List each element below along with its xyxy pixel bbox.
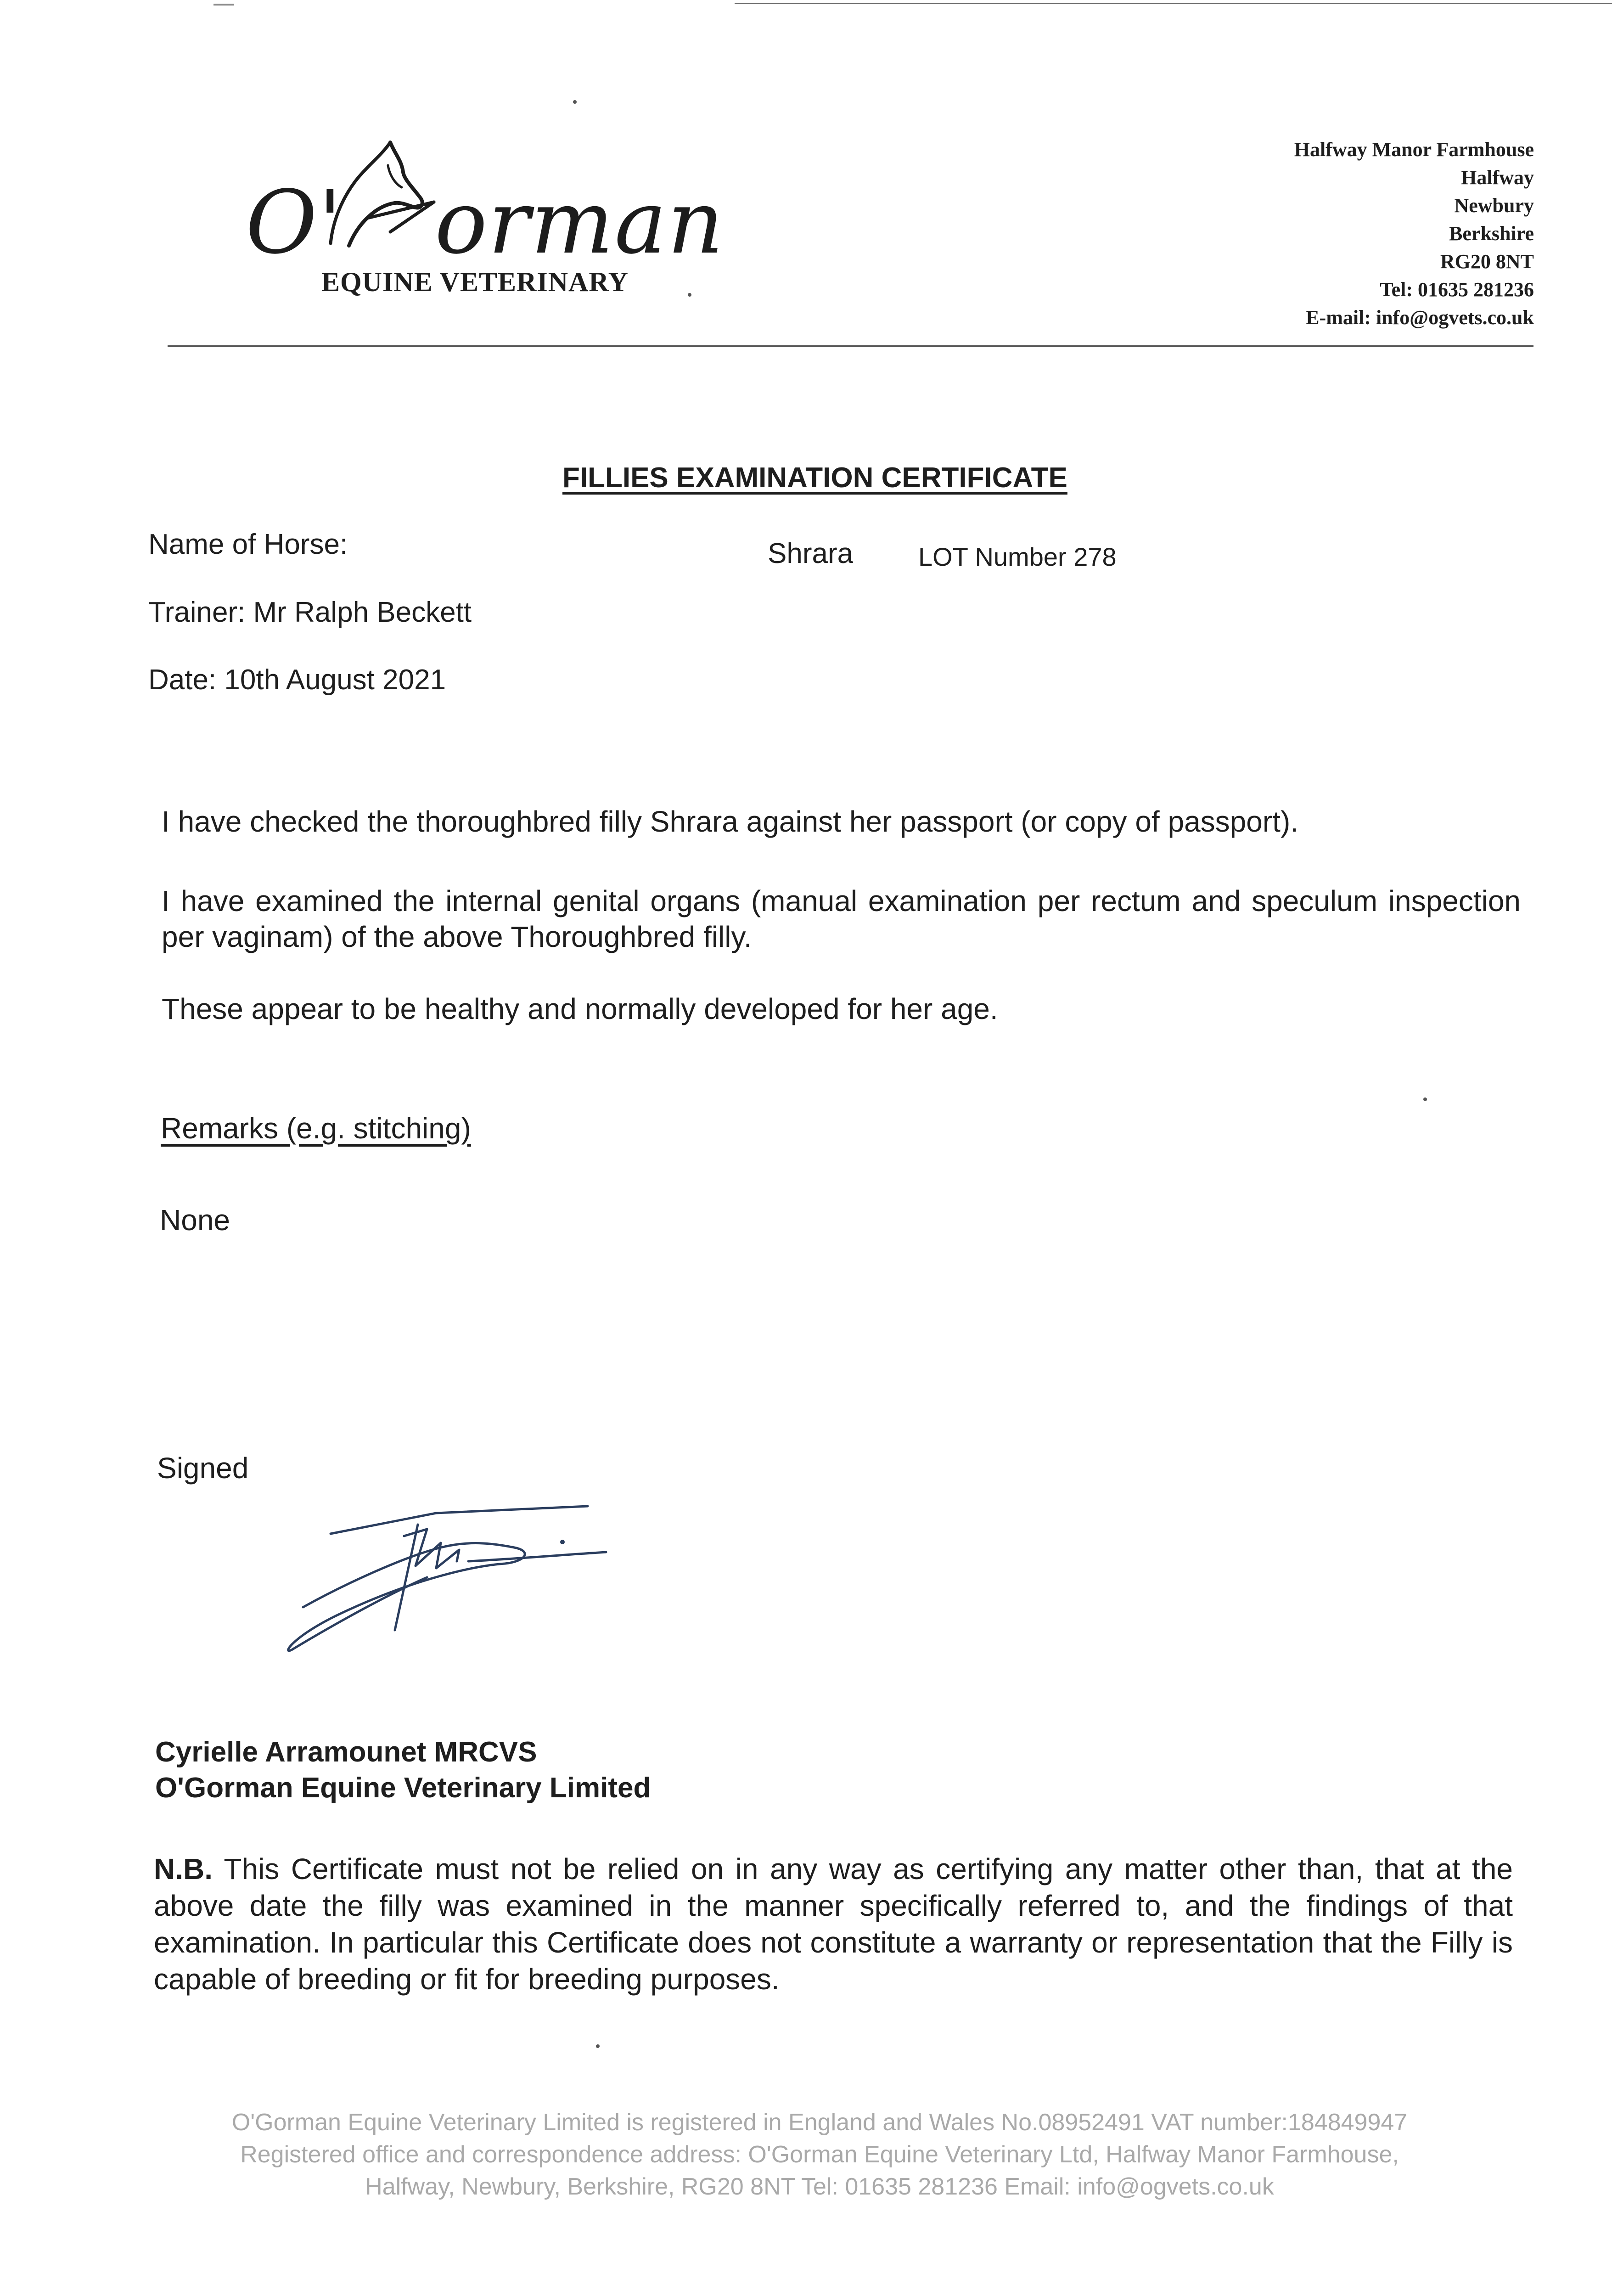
footer-contact: Halfway, Newbury, Berkshire, RG20 8NT Tel: 01635 281236 Email: info@ogvets.co.uk bbox=[365, 2173, 1274, 2200]
signed-label: Signed bbox=[157, 1452, 249, 1485]
address-line: Newbury bbox=[1454, 194, 1534, 217]
header-divider bbox=[168, 345, 1533, 347]
scan-speck bbox=[1423, 1097, 1427, 1101]
findings-paragraph: These appear to be healthy and normally developed for her age. bbox=[162, 992, 998, 1025]
logo-suffix: orman bbox=[435, 172, 725, 273]
scan-top-mark bbox=[213, 4, 234, 6]
handwritten-signature bbox=[275, 1492, 624, 1667]
address-phone: Tel: 01635 281236 bbox=[1380, 278, 1534, 301]
passport-check-paragraph: I have checked the thoroughbred filly Shrara against her passport (or copy of passport). bbox=[162, 805, 1299, 838]
address-line: Halfway bbox=[1461, 166, 1534, 189]
lot-number: LOT Number 278 bbox=[918, 542, 1117, 571]
address-email: E-mail: info@ogvets.co.uk bbox=[1306, 306, 1534, 329]
remarks-heading: Remarks (e.g. stitching) bbox=[161, 1112, 471, 1145]
footer-registered-office: Registered office and correspondence address: O'Gorman Equine Veterinary Ltd, Halfway Manor Farmhouse, bbox=[240, 2141, 1399, 2168]
trainer-field: Trainer: Mr Ralph Beckett bbox=[148, 597, 472, 628]
address-block bbox=[1294, 135, 1534, 332]
horse-head-logo-icon bbox=[321, 133, 436, 253]
scan-top-line bbox=[735, 3, 1612, 4]
address-line: Halfway Manor Farmhouse bbox=[1294, 138, 1534, 161]
certificate-title: FILLIES EXAMINATION CERTIFICATE bbox=[562, 462, 1067, 494]
logo-wordmark bbox=[246, 172, 725, 273]
address-line: RG20 8NT bbox=[1440, 250, 1534, 273]
examination-paragraph: I have examined the internal genital organs (manual examination per rectum and speculum inspection per vaginam) of the above Thoroughbred filly. bbox=[162, 884, 1521, 953]
signer-company: O'Gorman Equine Veterinary Limited bbox=[155, 1772, 651, 1804]
logo-prefix: O' bbox=[246, 172, 343, 273]
disclaimer-text: This Certificate must not be relied on in any way as certifying any matter other than, that at the above date the filly was examined in the manner specifically referred to, and the findings of that examination. In particular this Certificate does not constitute a warranty or representation that the Filly is capable of breeding or fit for breeding purposes. bbox=[154, 1852, 1513, 1996]
disclaimer-prefix: N.B. bbox=[154, 1852, 213, 1885]
scan-speck bbox=[596, 2044, 600, 2048]
footer-registration: O'Gorman Equine Veterinary Limited is registered in England and Wales No.08952491 VAT number:184849947 bbox=[231, 2109, 1408, 2136]
scan-speck bbox=[688, 293, 691, 297]
remarks-value: None bbox=[160, 1204, 230, 1237]
date-field: Date: 10th August 2021 bbox=[148, 664, 446, 696]
horse-name-value: Shrara bbox=[768, 538, 854, 569]
horse-name-label: Name of Horse: bbox=[148, 529, 348, 560]
logo-subtitle: EQUINE VETERINARY bbox=[321, 267, 629, 297]
signer-name: Cyrielle Arramounet MRCVS bbox=[155, 1736, 537, 1768]
scan-speck bbox=[573, 100, 577, 104]
address-line: Berkshire bbox=[1449, 222, 1534, 245]
disclaimer-note bbox=[154, 1851, 1513, 1998]
